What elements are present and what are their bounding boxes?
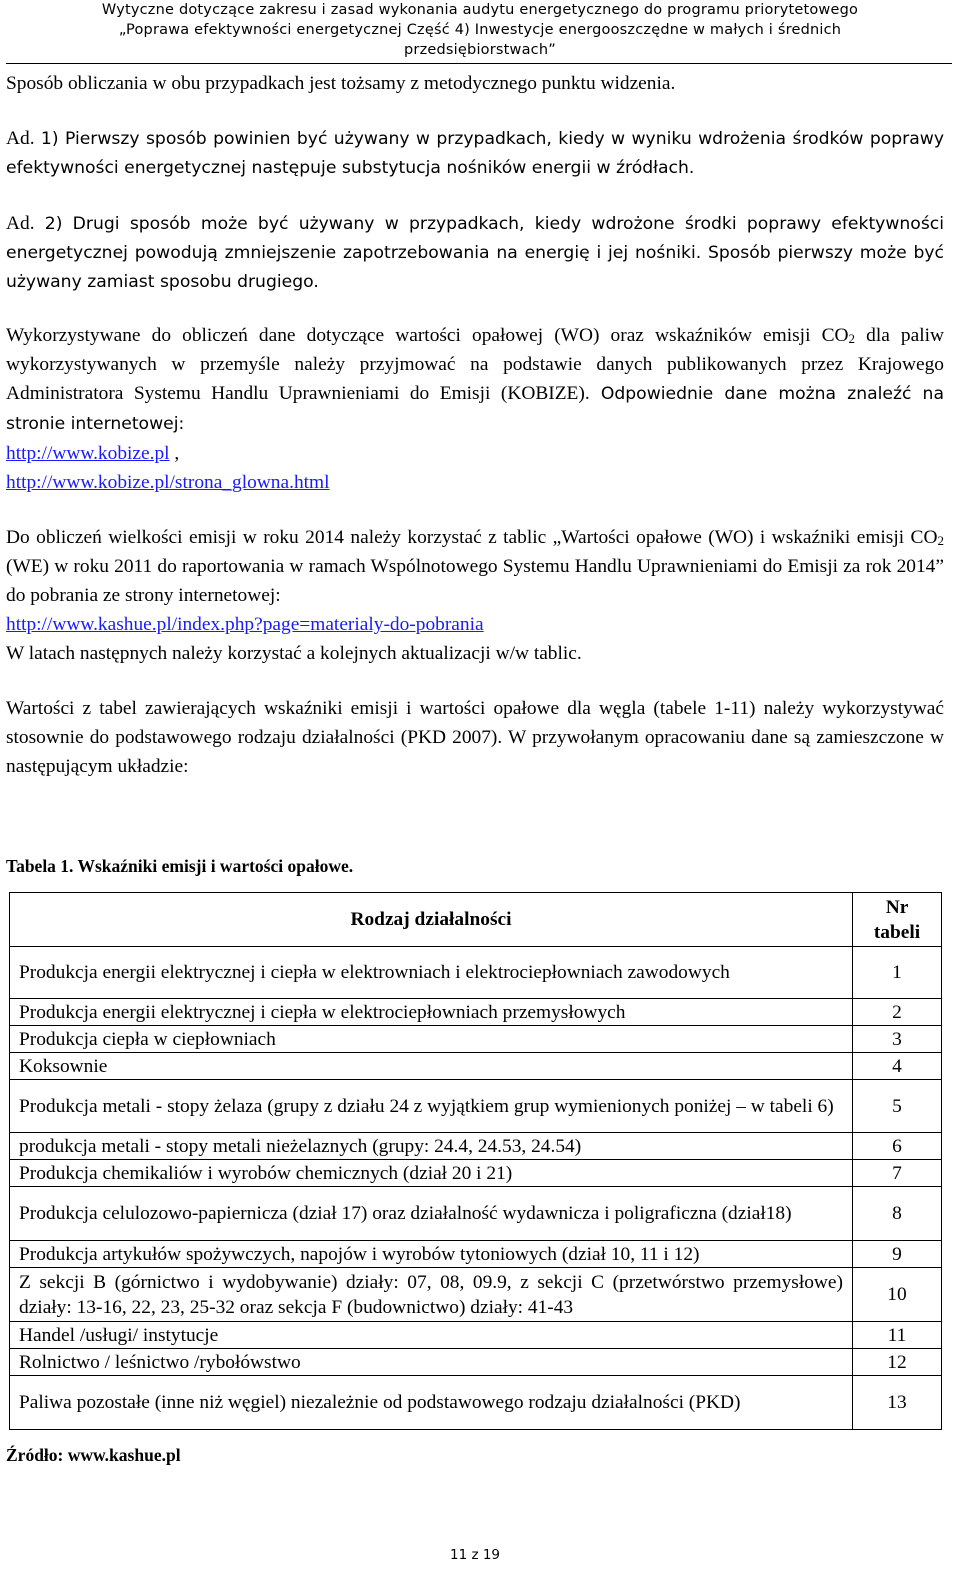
emission-table bbox=[9, 892, 942, 1430]
table-row bbox=[10, 1268, 942, 1322]
calc-text-b: (WE) w roku 2011 do raportowania w ramach Wspólnotowego Systemu Handlu Uprawnieniami do Emisji za rok 2014” do pobrania ze strony internetowej: bbox=[6, 556, 944, 606]
paragraph-ad-2 bbox=[6, 209, 944, 297]
header-line-1: Wytyczne dotyczące zakresu i zasad wykonania audytu energetycznego do programu priorytetowego bbox=[101, 2, 859, 18]
table-row bbox=[10, 1080, 942, 1133]
header-table-number: Nr tabeli bbox=[853, 893, 942, 947]
table-source: Źródło: www.kashue.pl bbox=[6, 1445, 181, 1465]
paragraph-tables: Wartości z tabel zawierających wskaźniki emisji i wartości opałowe dla węgla (tabele 1-11) należy wykorzystywać stosownie do podstawowego rodzaju działalności (PKD 2007). W przywołanym opracowaniu dane są zamieszczone w następującym układzie: bbox=[6, 698, 944, 777]
row-table-number: 13 bbox=[853, 1376, 942, 1430]
row-table-number: 10 bbox=[853, 1268, 942, 1322]
row-table-number: 4 bbox=[853, 1053, 942, 1080]
paragraph-emission-data bbox=[6, 321, 944, 439]
row-table-number: 12 bbox=[853, 1349, 942, 1376]
row-activity: Produkcja celulozowo-papiernicza (dział 17) oraz działalność wydawnicza i poligraficzna (dział18) bbox=[10, 1187, 853, 1241]
table-row bbox=[10, 1349, 942, 1376]
link-line-1 bbox=[6, 439, 944, 468]
row-table-number: 9 bbox=[853, 1241, 942, 1268]
header-divider bbox=[6, 63, 952, 64]
table-row bbox=[10, 1376, 942, 1430]
table-row bbox=[10, 1133, 942, 1160]
row-activity: Produkcja ciepła w ciepłowniach bbox=[10, 1026, 853, 1053]
table-row bbox=[10, 999, 942, 1026]
table-row bbox=[10, 947, 942, 999]
link-line-2 bbox=[6, 468, 944, 497]
table-row bbox=[10, 1241, 942, 1268]
row-activity: Produkcja chemikaliów i wyrobów chemicznych (dział 20 i 21) bbox=[10, 1160, 853, 1187]
kashue-link[interactable]: http://www.kashue.pl/index.php?page=materialy-do-pobrania bbox=[6, 614, 484, 635]
table-row bbox=[10, 1053, 942, 1080]
emission-text-b: dla paliw wykorzystywanych w przemyśle należy przyjmować na podstawie danych publikowanych przez Krajowego Administratora Systemu Handlu Uprawnieniami do Emisji (KOBIZE). bbox=[6, 325, 944, 404]
table-caption: Tabela 1. Wskaźniki emisji i wartości opałowe. bbox=[6, 856, 354, 876]
row-table-number: 3 bbox=[853, 1026, 942, 1053]
row-table-number: 2 bbox=[853, 999, 942, 1026]
header-line-2: „Poprawa efektywności energetycznej Część 4) Inwestycje energooszczędne w małych i średnich bbox=[118, 22, 842, 38]
ad-1-label: Ad. bbox=[6, 128, 35, 149]
row-activity: Koksownie bbox=[10, 1053, 853, 1080]
row-table-number: 8 bbox=[853, 1187, 942, 1241]
header-activity: Rodzaj działalności bbox=[10, 893, 853, 947]
table-row bbox=[10, 1160, 942, 1187]
row-activity: produkcja metali - stopy metali nieżelaznych (grupy: 24.4, 24.53, 24.54) bbox=[10, 1133, 853, 1160]
co2-subscript: 2 bbox=[848, 331, 856, 346]
ad-2-label: Ad. bbox=[6, 213, 35, 234]
page-number: 11 z 19 bbox=[449, 1547, 501, 1563]
kobize-link[interactable]: http://www.kobize.pl bbox=[6, 443, 170, 464]
ad-1-text: 1) Pierwszy sposób powinien być używany w przypadkach, kiedy w wyniku wdrożenia środków poprawy efektywności energetycznej następuje substytucja nośników energii w źródłach. bbox=[6, 129, 944, 178]
table-row bbox=[10, 1026, 942, 1053]
row-activity: Rolnictwo / leśnictwo /rybołówstwo bbox=[10, 1349, 853, 1376]
row-activity: Paliwa pozostałe (inne niż węgiel) niezależnie od podstawowego rodzaju działalności (PKD) bbox=[10, 1376, 853, 1430]
ad-2-text: 2) Drugi sposób może być używany w przypadkach, kiedy wdrożone środki poprawy efektywności energetycznej powodują zmniejszenie zapotrzebowania na energię i jej nośniki. Sposób pierwszy może być używany zamiast sposobu drugiego. bbox=[6, 214, 944, 292]
link-comma: , bbox=[169, 443, 180, 464]
co2-subscript-2: 2 bbox=[937, 533, 944, 548]
paragraph-calculations bbox=[6, 523, 944, 610]
row-activity: Produkcja energii elektrycznej i ciepła w elektrowniach i elektrociepłowniach zawodowych bbox=[10, 947, 853, 999]
row-activity: Z sekcji B (górnictwo i wydobywanie) działy: 07, 08, 09.9, z sekcji C (przetwórstwo przemysłowe) działy: 13-16, 22, 23, 25-32 oraz sekcja F (budownictwo) działy: 41-43 bbox=[10, 1268, 853, 1322]
paragraph-updates: W latach następnych należy korzystać a kolejnych aktualizacji w/w tablic. bbox=[6, 643, 582, 664]
paragraph-ad-1 bbox=[6, 124, 944, 183]
row-table-number: 5 bbox=[853, 1080, 942, 1133]
row-activity: Handel /usługi/ instytucje bbox=[10, 1322, 853, 1349]
calc-text-a: Do obliczeń wielkości emisji w roku 2014 należy korzystać z tablic „Wartości opałowe (WO) i wskaźniki emisji CO bbox=[6, 527, 938, 548]
emission-text-c: Odpowiednie dane można znaleźć na stronie internetowej: bbox=[6, 384, 944, 434]
body-text bbox=[6, 69, 944, 781]
page-header bbox=[0, 0, 960, 60]
emission-text-a: Wykorzystywane do obliczeń dane dotyczące wartości opałowej (WO) oraz wskaźników emisji CO bbox=[6, 325, 849, 346]
row-activity: Produkcja energii elektrycznej i ciepła w elektrociepłowniach przemysłowych bbox=[10, 999, 853, 1026]
row-table-number: 7 bbox=[853, 1160, 942, 1187]
table-row bbox=[10, 1322, 942, 1349]
link-line-3 bbox=[6, 610, 944, 639]
row-table-number: 6 bbox=[853, 1133, 942, 1160]
header-line-3: przedsiębiorstwach” bbox=[404, 42, 556, 58]
row-table-number: 1 bbox=[853, 947, 942, 999]
row-table-number: 11 bbox=[853, 1322, 942, 1349]
row-activity: Produkcja artykułów spożywczych, napojów i wyrobów tytoniowych (dział 10, 11 i 12) bbox=[10, 1241, 853, 1268]
row-activity: Produkcja metali - stopy żelaza (grupy z działu 24 z wyjątkiem grup wymienionych poniżej – w tabeli 6) bbox=[10, 1080, 853, 1133]
paragraph-1: Sposób obliczania w obu przypadkach jest tożsamy z metodycznego punktu widzenia. bbox=[6, 73, 676, 94]
table-row bbox=[10, 1187, 942, 1241]
kobize-main-page-link[interactable]: http://www.kobize.pl/strona_glowna.html bbox=[6, 472, 330, 493]
